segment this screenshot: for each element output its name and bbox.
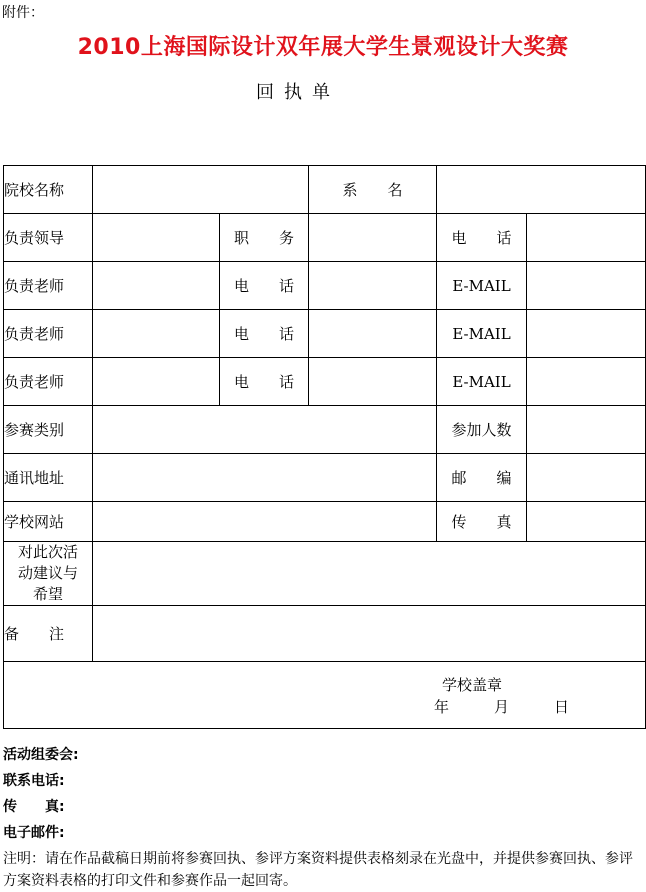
form-subtitle: 回执单 (256, 82, 340, 103)
teacher-phone-field[interactable] (309, 358, 437, 406)
teacher-phone-field[interactable] (309, 262, 437, 310)
website-label: 学校网站 (4, 502, 93, 542)
email-label: E-MAIL (437, 310, 527, 358)
table-row (4, 310, 646, 358)
stamp-cell (4, 662, 646, 729)
fax-label: 传 真 (437, 502, 527, 542)
suggestion-label: 对此次活动建议与希望 (4, 542, 93, 606)
position-label: 职 务 (220, 214, 309, 262)
address-label: 通讯地址 (4, 454, 93, 502)
postcode-label: 邮 编 (437, 454, 527, 502)
table-row (4, 454, 646, 502)
teacher-phone-label: 电 话 (220, 262, 309, 310)
position-field[interactable] (309, 214, 437, 262)
email-field[interactable] (527, 262, 646, 310)
table-row (4, 262, 646, 310)
table-row (4, 606, 646, 662)
school-name-field[interactable] (93, 166, 309, 214)
teacher-phone-label: 电 话 (220, 358, 309, 406)
teacher-label: 负责老师 (4, 262, 93, 310)
leader-phone-field[interactable] (527, 214, 646, 262)
participant-count-field[interactable] (527, 406, 646, 454)
committee-label: 活动组委会: (3, 747, 79, 763)
participant-count-label: 参加人数 (437, 406, 527, 454)
suggestion-field[interactable] (93, 542, 646, 606)
teacher-label: 负责老师 (4, 358, 93, 406)
department-field[interactable] (437, 166, 646, 214)
teacher-phone-field[interactable] (309, 310, 437, 358)
teacher-field[interactable] (93, 358, 220, 406)
leader-label: 负责领导 (4, 214, 93, 262)
fax-footer-label: 传 真: (3, 799, 65, 815)
table-row (4, 406, 646, 454)
submission-note: 注明：请在作品截稿日期前将参赛回执、参评方案资料提供表格刻录在光盘中，并提供参赛回执、参评方案资料表格的打印文件和参赛作品一起回寄。 (3, 851, 633, 889)
website-field[interactable] (93, 502, 437, 542)
remarks-field[interactable] (93, 606, 646, 662)
category-label: 参赛类别 (4, 406, 93, 454)
teacher-field[interactable] (93, 262, 220, 310)
page-title: 2010上海国际设计双年展大学生景观设计大奖赛 (77, 35, 569, 60)
address-field[interactable] (93, 454, 437, 502)
teacher-label: 负责老师 (4, 310, 93, 358)
receipt-form-table (3, 165, 646, 729)
department-label: 系 名 (309, 166, 437, 214)
email-field[interactable] (527, 358, 646, 406)
table-row (4, 542, 646, 606)
table-row (4, 662, 646, 729)
postcode-field[interactable] (527, 454, 646, 502)
email-field[interactable] (527, 310, 646, 358)
table-row (4, 358, 646, 406)
leader-field[interactable] (93, 214, 220, 262)
table-row (4, 502, 646, 542)
stamp-label: 学校盖章 (442, 676, 503, 694)
remarks-label: 备 注 (4, 606, 93, 662)
fax-field[interactable] (527, 502, 646, 542)
email-label: E-MAIL (437, 262, 527, 310)
category-field[interactable] (93, 406, 437, 454)
teacher-phone-label: 电 话 (220, 310, 309, 358)
teacher-field[interactable] (93, 310, 220, 358)
email-label: E-MAIL (437, 358, 527, 406)
attachment-label: 附件： (2, 5, 44, 21)
email-footer-label: 电子邮件: (3, 825, 65, 841)
table-row (4, 166, 646, 214)
table-row (4, 214, 646, 262)
contact-phone-label: 联系电话: (3, 773, 65, 789)
leader-phone-label: 电 话 (437, 214, 527, 262)
school-name-label: 院校名称 (4, 166, 93, 214)
date-label: 年 月 日 (434, 698, 570, 716)
